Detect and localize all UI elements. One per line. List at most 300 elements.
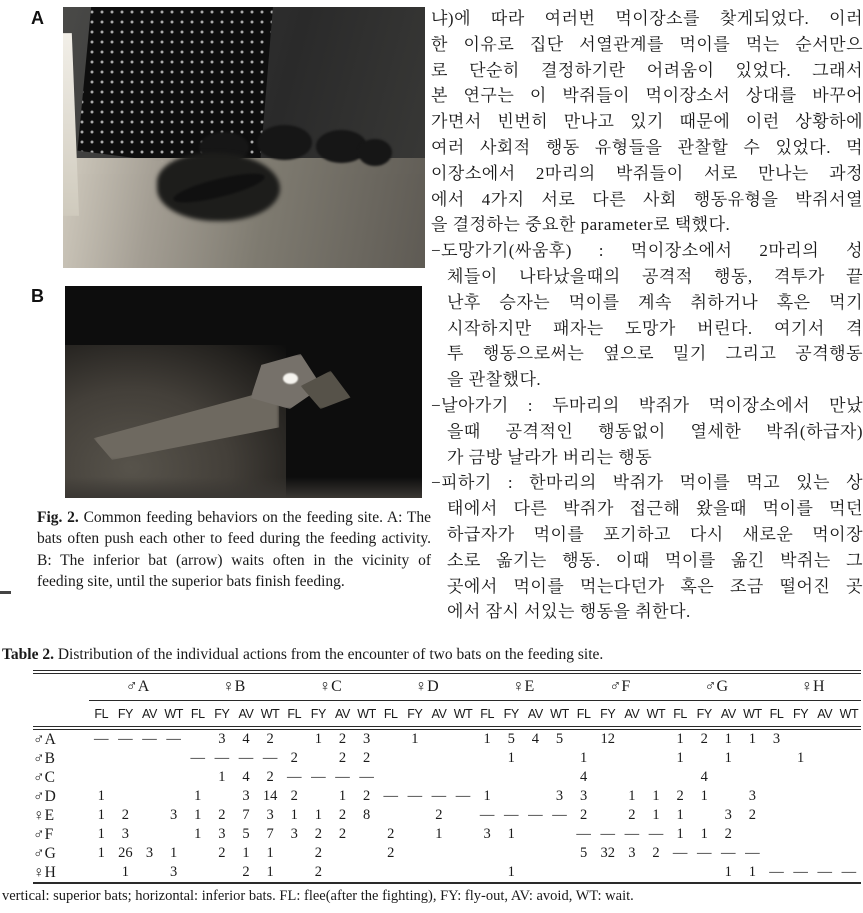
table-2 [33, 670, 861, 884]
table-cell: — [311, 769, 326, 785]
korean-text-line: 을 관찰했다. [447, 370, 542, 390]
subcolumn-header-wt: WT [258, 701, 282, 729]
table-cell: 1 [652, 788, 660, 804]
table-cell: — [528, 807, 543, 823]
table-cell [740, 825, 764, 844]
subcolumn-header-wt: WT [547, 701, 571, 729]
table-cell: — [166, 731, 181, 747]
column-header-bat-F: ♂F [572, 672, 668, 701]
table-cell: 2 [338, 826, 347, 842]
table-cell: 1 [700, 826, 708, 842]
table-cell [547, 844, 571, 863]
table-cell: 2 [338, 731, 347, 747]
table-cell: — [576, 826, 591, 842]
table-cell [523, 844, 547, 863]
table-cell [523, 749, 547, 768]
korean-text-line: 가면서 빈번히 만나고 있기 때문에 이런 상황하에 [431, 112, 863, 132]
table-cell: 1 [740, 863, 764, 883]
table-cell: — [238, 750, 254, 766]
table-cell [137, 825, 161, 844]
subcolumn-header-av: AV [523, 701, 547, 729]
korean-text-line: 투 행동으로써는 옆으로 밀기 그리고 공격행동 [447, 344, 863, 364]
table-2-title [2, 646, 822, 664]
column-header-bat-A: ♂A [89, 672, 185, 701]
table-cell [740, 768, 764, 787]
korean-text-line: 난후 승자는 먹이를 계속 취하거나 혹은 먹기 [447, 292, 863, 312]
table-cell: — [407, 788, 423, 804]
table-cell [186, 728, 210, 749]
table-cell: 2 [266, 731, 274, 747]
table-cell: 2 [218, 845, 226, 861]
table-cell: 2 [218, 807, 226, 823]
subcolumn-header-av: AV [813, 701, 837, 729]
korean-text-line: 한 이유로 집단 서열관계를 먹이를 먹는 순서만으 [431, 34, 863, 54]
table-cell: 1 [724, 750, 732, 766]
table-cell: 2 [748, 807, 757, 823]
table-cell [837, 768, 861, 787]
subcolumn-header-av: AV [620, 701, 644, 729]
table-cell: 1 [676, 731, 684, 747]
table-cell [644, 728, 668, 749]
korean-text-line: 소로 옮기는 행동. 이때 먹이를 옮긴 박쥐는 그 [447, 550, 863, 570]
table-cell [355, 844, 379, 863]
table-cell [451, 806, 475, 825]
table-cell: 3 [218, 826, 226, 842]
row-header-bat-C: ♂C [33, 768, 55, 786]
table-cell: — [600, 826, 615, 842]
subcolumn-header-fy: FY [789, 701, 813, 729]
row-header-bat-B: ♂B [33, 749, 55, 767]
subcolumn-header-wt: WT [355, 701, 379, 729]
table-cell [162, 749, 186, 768]
table-2-title-text: Distribution of the individual actions from the encounter of two bats on the feeding site. [53, 646, 604, 663]
photo-a-bats-feeding [63, 7, 425, 268]
table-2-grid [33, 670, 861, 884]
table-cell: 8 [362, 807, 371, 823]
table-cell [113, 787, 137, 806]
table-cell: 1 [507, 750, 515, 766]
table-cell [813, 728, 837, 749]
table-cell: 2 [338, 807, 347, 823]
table-cell [837, 825, 861, 844]
table-cell: 3 [162, 863, 186, 883]
table-cell: — [789, 863, 813, 883]
table-cell: 4 [531, 731, 539, 747]
table-cell: 1 [676, 826, 684, 842]
table-cell: 2 [306, 863, 330, 883]
table-cell: 3 [266, 807, 274, 823]
table-cell [475, 844, 499, 863]
table-cell: 3 [170, 807, 178, 823]
table-cell: — [745, 845, 760, 861]
table-cell [282, 844, 306, 863]
table-cell [186, 768, 210, 787]
table-cell: — [383, 788, 398, 804]
korean-text-line: 을때 공격적인 행동없이 열세한 박쥐(하급자) [447, 421, 863, 441]
row-header-bat-D: ♂D [33, 787, 56, 805]
table-cell: 3 [628, 845, 636, 861]
table-cell: 1 [170, 845, 178, 861]
table-cell [523, 787, 547, 806]
korean-text-line: 가 금방 날라가 버리는 행동 [447, 447, 653, 467]
table-cell [523, 768, 547, 787]
table-cell [813, 749, 837, 768]
subcolumn-header-fy: FY [596, 701, 620, 729]
table-cell: 1 [266, 845, 274, 861]
subcolumn-header-fl: FL [475, 701, 499, 729]
table-cell [210, 863, 234, 883]
table-cell: — [479, 807, 495, 823]
table-cell [379, 728, 403, 749]
table-cell [427, 728, 451, 749]
subcolumn-header-wt: WT [644, 701, 668, 729]
table-cell [789, 728, 813, 749]
table-cell [379, 863, 403, 883]
bat-silhouette [358, 139, 392, 166]
table-cell [789, 768, 813, 787]
table-cell [186, 863, 210, 883]
table-cell [789, 806, 813, 825]
table-cell [716, 768, 740, 787]
table-cell [572, 728, 596, 749]
table-cell [837, 806, 861, 825]
subcolumn-header-av: AV [137, 701, 161, 729]
subcolumn-header-fl: FL [186, 701, 210, 729]
table-cell [668, 863, 692, 883]
table-cell: 1 [97, 826, 105, 842]
row-header-bat-A: ♂A [33, 730, 56, 748]
table-cell [137, 863, 161, 883]
korean-text-line: 여러 사회적 행동 유형들을 관찰할 수 있었다. 먹 [431, 137, 863, 157]
figure-2-caption-number: Fig. 2. [37, 509, 79, 526]
subcolumn-header-fy: FY [692, 701, 716, 729]
table-cell [620, 863, 644, 883]
table-cell: 1 [483, 788, 491, 804]
table-cell: 3 [145, 845, 154, 861]
table-cell [764, 787, 788, 806]
table-cell [764, 749, 788, 768]
table-cell: 3 [242, 788, 250, 804]
table-cell [620, 768, 644, 787]
table-cell: — [142, 731, 157, 747]
table-cell [475, 768, 499, 787]
table-cell: 1 [748, 731, 757, 747]
table-cell: 1 [797, 750, 805, 766]
subcolumn-header-fl: FL [572, 701, 596, 729]
subcolumn-header-fl: FL [282, 701, 306, 729]
table-cell [330, 844, 354, 863]
table-cell [499, 768, 523, 787]
subcolumn-header-wt: WT [837, 701, 861, 729]
table-cell [137, 806, 161, 825]
table-cell [427, 749, 451, 768]
table-cell: 2 [435, 807, 443, 823]
table-cell [547, 825, 571, 844]
table-cell: — [190, 750, 205, 766]
table-cell: 2 [338, 750, 347, 766]
table-cell [813, 787, 837, 806]
table-cell [89, 863, 113, 883]
table-cell: 2 [700, 731, 708, 747]
table-cell [692, 806, 716, 825]
table-cell: — [118, 731, 133, 747]
column-header-bat-H: ♀H [764, 672, 861, 701]
table-cell: 1 [338, 788, 347, 804]
table-cell: 12 [600, 731, 615, 747]
table-cell [620, 728, 644, 749]
table-cell: 14 [262, 788, 278, 804]
table-cell: — [552, 807, 567, 823]
row-header-bat-H: ♀H [33, 863, 89, 883]
table-cell [813, 844, 837, 863]
table-cell [837, 787, 861, 806]
table-cell: 2 [652, 845, 660, 861]
table-cell: 1 [676, 750, 684, 766]
table-cell: 4 [579, 769, 588, 785]
table-cell [740, 749, 764, 768]
table-cell [379, 749, 403, 768]
column-header-bat-C: ♀C [282, 672, 378, 701]
figure-2-caption [37, 507, 431, 593]
korean-text-line: 본 연구는 이 박쥐들이 먹이장소서 상대를 바꾸어 [431, 86, 863, 106]
table-cell: 1 [579, 750, 588, 766]
subcolumn-header-fl: FL [668, 701, 692, 729]
table-cell: 3 [218, 731, 226, 747]
table-cell: — [335, 769, 350, 785]
table-cell: 2 [676, 788, 684, 804]
table-cell: 2 [266, 769, 274, 785]
table-cell [89, 749, 113, 768]
table-cell: 1 [724, 731, 732, 747]
table-cell: 1 [242, 845, 250, 861]
table-cell [813, 806, 837, 825]
table-cell: 2 [579, 807, 588, 823]
table-cell: 1 [628, 788, 636, 804]
subcolumn-header-av: AV [427, 701, 451, 729]
table-cell: 5 [242, 826, 250, 842]
table-cell [620, 749, 644, 768]
table-cell [572, 863, 596, 883]
korean-text-line: 냐)에 따라 여러번 먹이장소를 찾게되었다. 이러 [431, 9, 863, 28]
table-cell [716, 787, 740, 806]
korean-text-line: 에서 잠시 서있는 행동을 취한다. [447, 602, 691, 622]
table-cell [403, 863, 427, 883]
table-cell: — [262, 750, 278, 766]
table-cell [789, 825, 813, 844]
table-cell [789, 787, 813, 806]
table-cell: 1 [652, 807, 660, 823]
table-cell [186, 844, 210, 863]
table-cell [547, 749, 571, 768]
photo-b-bottom-edge [65, 477, 422, 498]
table-cell: 2 [362, 750, 371, 766]
subcolumn-header-fy: FY [403, 701, 427, 729]
table-cell: — [431, 788, 447, 804]
table-cell: 2 [234, 863, 258, 883]
table-cell [644, 863, 668, 883]
subcolumn-header-wt: WT [162, 701, 186, 729]
subcolumn-header-av: AV [716, 701, 740, 729]
subcolumn-header-fl: FL [89, 701, 113, 729]
subcolumn-header-wt: WT [451, 701, 475, 729]
table-cell [475, 749, 499, 768]
table-cell [137, 749, 161, 768]
subcolumn-header-fy: FY [113, 701, 137, 729]
table-cell [427, 768, 451, 787]
table-cell: 1 [411, 731, 419, 747]
table-cell: 3 [483, 826, 491, 842]
table-cell [403, 825, 427, 844]
korean-text-line: 을 결정하는 중요한 parameter로 택했다. [431, 215, 731, 235]
table-cell [137, 768, 161, 787]
table-cell [137, 787, 161, 806]
table-cell: 1 [97, 788, 105, 804]
table-cell: — [696, 845, 712, 861]
table-cell: 3 [290, 826, 298, 842]
table-cell: 2 [387, 845, 395, 861]
table-cell [355, 825, 379, 844]
table-cell: 32 [600, 845, 615, 861]
bat-silhouette [257, 125, 312, 160]
table-cell [379, 768, 403, 787]
table-cell [427, 863, 451, 883]
table-cell [596, 806, 620, 825]
table-cell: — [764, 863, 788, 883]
row-header-bat-F: ♂F [33, 825, 54, 843]
table-cell [403, 844, 427, 863]
table-cell: — [214, 750, 230, 766]
subcolumn-header-fl: FL [764, 701, 788, 729]
table-cell: 26 [118, 845, 133, 861]
table-cell: — [648, 826, 664, 842]
table-cell: 3 [748, 788, 757, 804]
korean-text-line: −피하기 : 한마리의 박쥐가 먹이를 먹고 있는 상 [431, 473, 863, 493]
table-cell [813, 825, 837, 844]
korean-text-line: 체들이 나타났을때의 공격적 행동, 격투가 끝 [447, 266, 863, 286]
table-cell [451, 728, 475, 749]
table-cell: 5 [507, 731, 515, 747]
table-cell: — [359, 769, 374, 785]
korean-text-line: −도망가기(싸움후) : 먹이장소에서 2마리의 성 [431, 241, 863, 261]
korean-text-line: 곳에서 먹이를 먹는다던가 혹은 조금 떨어진 곳 [447, 576, 863, 596]
row-header-bat-G: ♂G [33, 844, 56, 862]
figure-b-label: B [31, 286, 44, 306]
korean-text-line: 로 단순히 결정하기란 어려움이 있었다. 그래서 [431, 60, 863, 80]
table-cell: 1 [483, 731, 491, 747]
korean-text-line: 이장소에서 2마리의 박쥐들이 서로 만나는 과정 [431, 163, 863, 183]
subcolumn-header-av: AV [234, 701, 258, 729]
table-cell [764, 844, 788, 863]
table-cell [282, 863, 306, 883]
table-cell: 1 [97, 845, 105, 861]
column-header-bat-B: ♀B [186, 672, 282, 701]
table-2-footnote: vertical: superior bats; horizontal: inferior bats. FL: flee(after the fighting), FY: fly-out, AV: avoid, WT: wait. [2, 888, 634, 904]
table-cell: 1 [314, 731, 322, 747]
table-cell [113, 749, 137, 768]
column-header-bat-G: ♂G [668, 672, 764, 701]
table-2-title-number: Table 2. [2, 646, 54, 663]
table-cell: 1 [218, 769, 226, 785]
table-cell [162, 768, 186, 787]
table-cell [475, 863, 499, 883]
table-cell [644, 768, 668, 787]
table-cell: 2 [362, 788, 371, 804]
table-cell [837, 728, 861, 749]
table-cell [523, 825, 547, 844]
table-cell [813, 768, 837, 787]
table-cell [451, 863, 475, 883]
table-cell: 1 [676, 807, 684, 823]
table-cell [692, 863, 716, 883]
table-cell: 1 [716, 863, 740, 883]
table-cell: 4 [242, 731, 250, 747]
table-cell: — [813, 863, 837, 883]
photo-b-waiting-bat [65, 286, 422, 498]
table-cell: 2 [314, 826, 322, 842]
table-cell [403, 768, 427, 787]
row-header-bat-E: ♀E [33, 806, 55, 824]
table-cell [355, 863, 379, 883]
subcolumn-header-fl: FL [379, 701, 403, 729]
table-cell [596, 768, 620, 787]
table-cell: — [94, 731, 109, 747]
table-cell [306, 787, 330, 806]
table-cell [162, 787, 186, 806]
korean-text [431, 6, 863, 625]
table-cell: — [837, 863, 861, 883]
korean-text-line: 시작하지만 패자는 도망가 버린다. 여기서 격 [447, 318, 863, 338]
table-cell [403, 749, 427, 768]
table-cell [764, 768, 788, 787]
column-header-bat-E: ♀E [475, 672, 571, 701]
table-cell [547, 863, 571, 883]
figure-a-label: A [31, 8, 44, 28]
table-cell [837, 844, 861, 863]
margin-mark [0, 591, 11, 594]
table-cell: 3 [772, 731, 781, 747]
table-cell: 1 [194, 788, 202, 804]
table-cell [596, 749, 620, 768]
table-cell [282, 728, 306, 749]
table-cell [764, 806, 788, 825]
subcolumn-header-fy: FY [499, 701, 523, 729]
table-cell: 2 [290, 788, 298, 804]
korean-text-line: 하급자가 먹이를 포기하고 다시 새로운 먹이장 [447, 524, 863, 544]
table-cell: 5 [579, 845, 588, 861]
table-cell [596, 787, 620, 806]
table-cell: — [455, 788, 471, 804]
table-cell [210, 787, 234, 806]
table-cell: 7 [242, 807, 250, 823]
table-cell [451, 825, 475, 844]
figure-2-caption-text: Common feeding behaviors on the feeding site. A: The bats often push each other to feed during the feeding activity. B: The inferior bat (arrow) waits often in the vicinity of feeding site, until the superior bats finish feeding. [37, 509, 432, 591]
subcolumn-header-av: AV [330, 701, 354, 729]
subcolumn-header-fy: FY [306, 701, 330, 729]
table-cell: — [624, 826, 640, 842]
photo-b-bright-spot [283, 373, 298, 384]
table-cell [764, 825, 788, 844]
table-cell: — [504, 807, 519, 823]
table-cell [451, 844, 475, 863]
table-cell [451, 768, 475, 787]
table-cell [644, 749, 668, 768]
table-cell: 1 [194, 807, 202, 823]
table-cell: 1 [113, 863, 137, 883]
table-cell: 1 [290, 807, 298, 823]
table-cell: 3 [724, 807, 732, 823]
table-cell: 1 [97, 807, 105, 823]
table-cell [523, 863, 547, 883]
